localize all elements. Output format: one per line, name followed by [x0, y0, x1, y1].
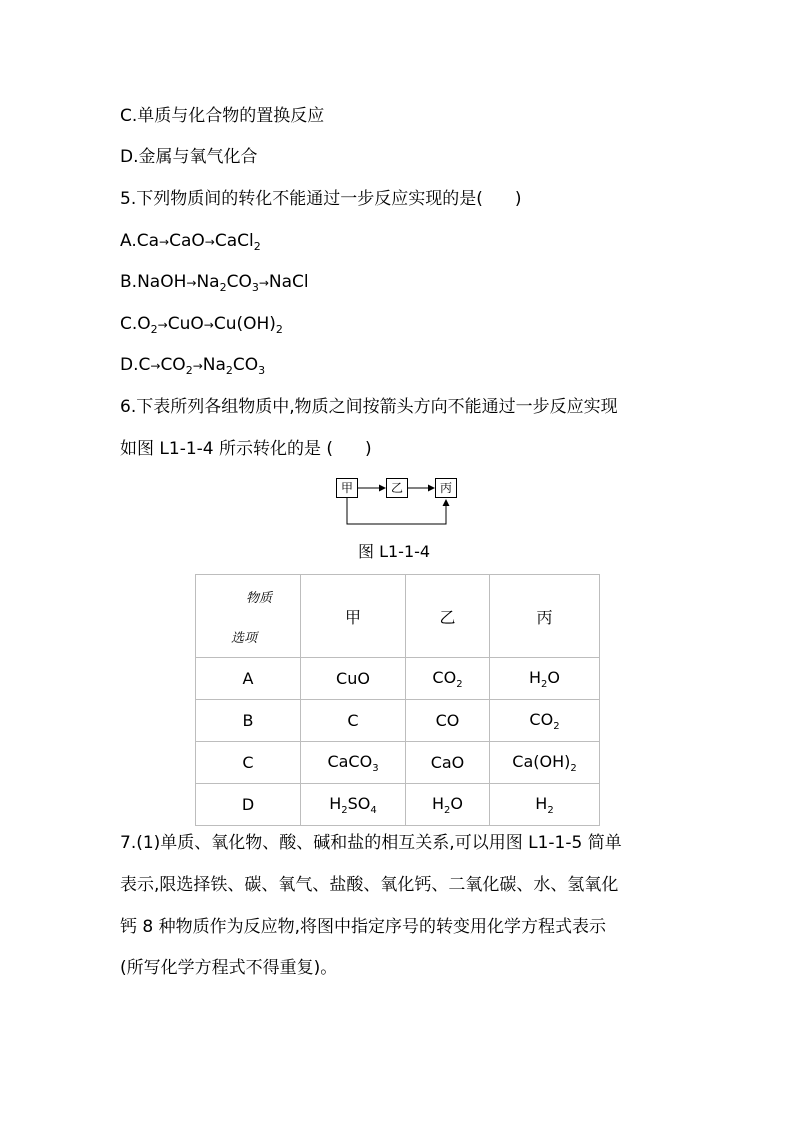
q7-stem-line2: 表示,限选择铁、碳、氧气、盐酸、氧化钙、二氧化碳、水、氢氧化 — [120, 875, 619, 895]
figure-caption: 图 L1-1-4 — [358, 542, 431, 561]
arrow-jia-to-bing — [347, 498, 446, 524]
row-option: C — [196, 742, 301, 784]
q6-stem-line1: 6.下表所列各组物质中,物质之间按箭头方向不能通过一步反应实现 — [120, 397, 618, 417]
header-substance-label: 物质 — [246, 591, 273, 606]
cell-jia: CuO — [301, 658, 406, 700]
q7-stem-line3: 钙 8 种物质作为反应物,将图中指定序号的转变用化学方程式表示 — [120, 917, 607, 937]
q5-option-c: $C.O_2\to CuO\to Cu(OH)_2$ — [120, 314, 283, 336]
q5-stem: 5.下列物质间的转化不能通过一步反应实现的是( ) — [120, 189, 522, 209]
table-row — [196, 742, 600, 784]
row-option: D — [196, 784, 301, 826]
table-corner-cell — [196, 575, 301, 658]
q4-option-c: C.单质与化合物的置换反应 — [120, 106, 325, 126]
row-option: A — [196, 658, 301, 700]
cell-jia: CaCO$_3$ — [301, 742, 406, 784]
q4-option-d: D.金属与氧气化合 — [120, 147, 258, 167]
cell-bing: $CO_2$ — [490, 700, 600, 742]
diagram-box-yi: 乙 — [386, 478, 408, 498]
conversion-diagram — [335, 476, 461, 528]
cell-bing: $H_2$ — [490, 784, 600, 826]
q6-stem-line2: 如图 L1-1-4 所示转化的是 ( ) — [120, 439, 372, 459]
header-bing: 丙 — [490, 575, 600, 658]
cell-yi: $CO_2$ — [406, 658, 490, 700]
cell-yi: CO — [406, 700, 490, 742]
q5-option-a: A.Ca→CaO→CaCl$_2$ — [120, 231, 261, 253]
cell-bing: $Ca(OH)_2$ — [490, 742, 600, 784]
table-row — [196, 784, 600, 826]
cell-jia: C — [301, 700, 406, 742]
q5-option-b: $B.NaOH\to Na_2CO_3\to NaCl$ — [120, 272, 309, 294]
header-jia: 甲 — [301, 575, 406, 658]
q7-stem-line4: (所写化学方程式不得重复)。 — [120, 958, 338, 978]
table-row — [196, 658, 600, 700]
table-header-row — [196, 575, 600, 658]
diagram-box-jia: 甲 — [336, 478, 358, 498]
q5-option-d: $D.C\to CO_2\to Na_2CO_3$ — [120, 355, 266, 377]
diagram-box-bing: 丙 — [435, 478, 457, 498]
cell-yi: $H_2O$ — [406, 784, 490, 826]
header-option-label: 选项 — [231, 631, 258, 646]
header-yi: 乙 — [406, 575, 490, 658]
q7-stem-line1: 7.(1)单质、氧化物、酸、碱和盐的相互关系,可以用图 L1-1-5 简单 — [120, 833, 622, 853]
cell-jia: $H_2SO_4$ — [301, 784, 406, 826]
cell-yi: CaO — [406, 742, 490, 784]
substance-table — [195, 574, 600, 826]
cell-bing: $H_2O$ — [490, 658, 600, 700]
row-option: B — [196, 700, 301, 742]
table-row — [196, 700, 600, 742]
